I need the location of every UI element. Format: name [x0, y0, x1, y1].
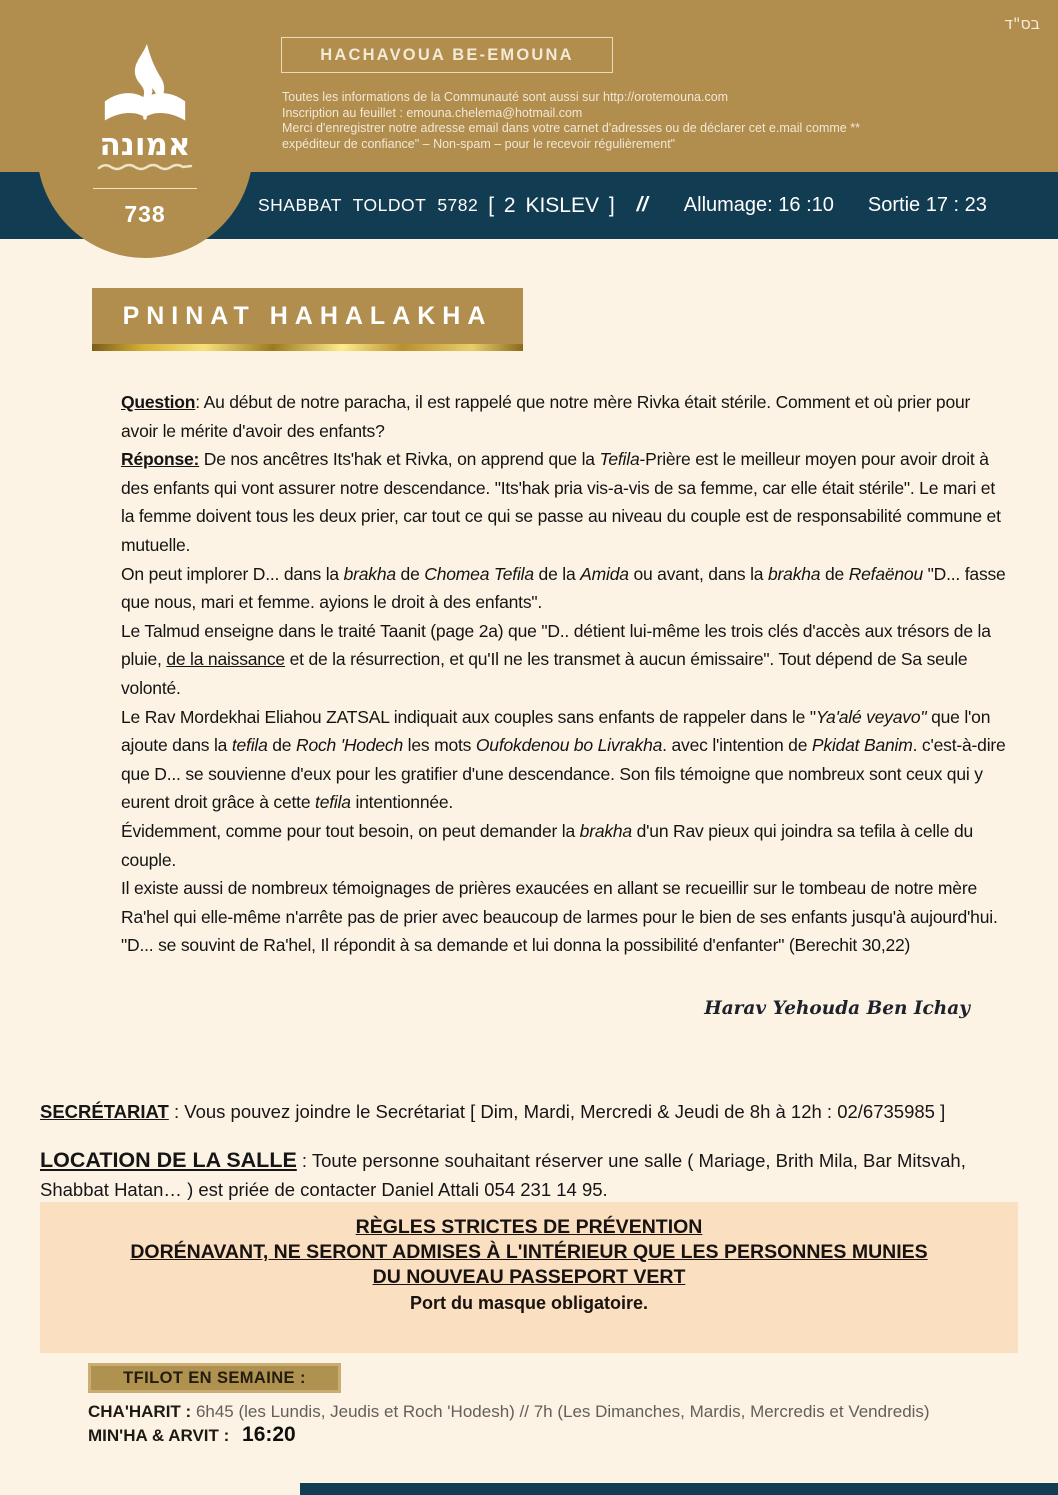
minha-value: 16:20	[242, 1423, 296, 1446]
brand-box	[281, 37, 613, 73]
gold-foil-strip	[92, 344, 523, 351]
text-segment: Refaënou	[848, 563, 923, 584]
halakha-banner-title: PNINAT HAHALAKHA	[122, 301, 493, 330]
location-text: : Toute personne souhaitant réserver une salle ( Mariage, Brith Mila, Bar Mitsvah, Shabbat Hatan… ) est priée de contacter Daniel Attali 054 231 14 95.	[40, 1150, 966, 1200]
text-segment: tefila	[315, 792, 351, 813]
paragraph-line	[121, 445, 1009, 559]
prevention-box	[40, 1202, 1018, 1353]
text-segment: d'un Rav pieux qui joindra sa tefila à celle du couple.	[121, 820, 974, 870]
paragraph-line	[121, 703, 1009, 817]
text-segment: Tefila	[599, 449, 640, 470]
text-segment: DORÉNAVANT, NE SERONT ADMISES À L'INTÉRIEUR QUE LES PERSONNES MUNIES	[130, 1241, 928, 1263]
secretariat-label: SECRÉTARIAT	[40, 1101, 169, 1122]
minha-label: MIN'HA & ARVIT :	[88, 1426, 230, 1445]
text-segment: ou avant, dans la	[628, 563, 768, 584]
text-segment: . avec l'intention de	[662, 735, 812, 756]
brand-box-label: HACHAVOUA BE-EMOUNA	[320, 45, 574, 64]
text-segment: de la naissance	[166, 649, 285, 670]
text-segment: Oufokdenou bo Livrakha	[475, 735, 663, 756]
text-segment: RÈGLES STRICTES DE PRÉVENTION	[355, 1216, 703, 1238]
text-segment: que l'on ajoute dans la	[121, 706, 991, 756]
text-segment: Chomea Tefila	[424, 563, 534, 584]
secretariat-text: : Vous pouvez joindre le Secrétariat [ Dim, Mardi, Mercredi & Jeudi de 8h à 12h : 02/6735985 ]	[168, 1101, 946, 1122]
separator-slashes: //	[636, 194, 648, 216]
info-line: Toutes les informations de la Communauté sont aussi sur http://orotemouna.com	[282, 90, 729, 104]
text-segment: brakha	[343, 563, 396, 584]
text-segment: Amida	[580, 563, 629, 584]
minha-row	[88, 1423, 1028, 1447]
text-segment: tefila	[231, 735, 268, 756]
text-segment: et de la résurrection, et qu'Il ne les transmet à aucun émissaire". Tout dépend de Sa seule volonté.	[121, 649, 968, 698]
paragraph-line	[40, 1240, 1018, 1265]
info-line: Inscription au feuillet : emouna.chelema@hotmail.com	[282, 105, 583, 120]
tfilot-box-label: TFILOT EN SEMAINE :	[123, 1368, 306, 1387]
chaharit-label: CHA'HARIT :	[88, 1402, 192, 1421]
shabbat-band-content	[258, 172, 1048, 239]
article-body	[121, 388, 1009, 960]
paragraph-line	[121, 388, 1009, 445]
text-segment: Question	[121, 392, 196, 412]
halakha-banner	[92, 288, 523, 344]
paragraph-line	[121, 874, 1009, 960]
paragraph-line	[121, 560, 1009, 617]
text-segment: "D... fasse que nous, mari et femme. ayions le droit à des enfants".	[121, 563, 1006, 613]
text-segment: intentionnée.	[350, 792, 454, 813]
text-segment: Réponse:	[121, 449, 200, 470]
text-segment: Le Rav Mordekhai Eliahou ZATSAL indiquait aux couples sans enfants de rappeler dans le "	[121, 706, 816, 727]
text-segment: Port du masque obligatoire.	[409, 1293, 649, 1313]
allumage-time: Allumage: 16 :10	[683, 194, 834, 216]
sortie-time: Sortie 17 : 23	[867, 194, 987, 216]
issue-number: 738	[124, 201, 166, 227]
info-line: Merci d'enregistrer notre adresse email dans votre carnet d'adresses ou de déclarer cet e.mail comme **	[282, 121, 860, 136]
tfilot-schedule	[88, 1400, 1028, 1447]
text-segment: Il existe aussi de nombreux témoignages de prières exaucées en allant se recueillir sur le tombeau de notre mère Ra'hel qui elle-même n'arrête pas de prier avec beaucoup de larmes pour le bien de ses enfants jusqu'à aujourd'hui. "D... se souvint de Ra'hel, Il répondit à sa demande et lui donna la possibilité d'enfanter" (Berechit 30,22)	[121, 878, 998, 956]
header-info-lines	[282, 90, 962, 152]
kislev-date: [ 2 KISLEV ]	[488, 193, 615, 217]
chaharit-row	[88, 1400, 1028, 1423]
issue-circle	[37, 42, 253, 258]
text-segment: de	[267, 735, 296, 756]
text-segment: De nos ancêtres Its'hak et Rivka, on apprend que la	[199, 449, 600, 470]
author-signature: Harav Yehouda Ben Ichay	[704, 998, 970, 1019]
text-segment: brakha	[579, 820, 632, 841]
text-segment: de la	[533, 563, 581, 584]
paragraph-line	[40, 1291, 1018, 1316]
secretariat-section	[40, 1098, 1025, 1125]
text-segment: Ya'alé veyavo"	[815, 706, 927, 727]
bottom-teal-bar	[300, 1483, 1058, 1495]
text-segment: : Au début de notre paracha, il est rappelé que notre mère Rivka était stérile. Comment et où prier pour avoir le mérite d'avoir des enfants?	[121, 392, 971, 441]
text-segment: les mots	[402, 735, 476, 756]
text-segment: Roch 'Hodech	[296, 735, 403, 756]
shabbat-title: SHABBAT TOLDOT 5782	[258, 195, 479, 215]
tfilot-label-box	[88, 1363, 341, 1393]
text-segment: -Prière est le meilleur moyen pour avoir droit à des enfants qui vont assurer notre descendance. "Its'hak pria vis-a-vis de sa femme, car elle était stérile". Le mari et la femme doivent tous les deux prier, car tout ce qui se passe au niveau du couple est de responsabilité commune et mutuelle.	[121, 449, 1001, 555]
issue-divider	[93, 188, 197, 189]
paragraph-line	[40, 1265, 1018, 1290]
text-segment: Évidemment, comme pour tout besoin, on peut demander la	[121, 820, 580, 841]
logo-hebrew-text: אמונה	[99, 127, 191, 163]
paragraph-line	[121, 817, 1009, 874]
paragraph-line	[121, 617, 1009, 703]
text-segment: . c'est-à-dire que D... se souvienne d'eux pour les gratifier d'une descendance. Son fils témoigne que nombreux sont ceux qui y eurent droit grâce à cette	[121, 735, 1006, 813]
text-segment: Pkidat Banim	[811, 735, 913, 756]
logo-script-squiggle	[97, 162, 193, 172]
paragraph-line	[40, 1215, 1018, 1240]
chaharit-value: 6h45 (les Lundis, Jeudis et Roch 'Hodesh) // 7h (Les Dimanches, Mardis, Mercredis et Vendredis)	[195, 1402, 930, 1421]
location-section	[40, 1146, 1025, 1204]
text-segment: de	[395, 563, 425, 584]
text-segment: DU NOUVEAU PASSEPORT VERT	[372, 1266, 686, 1288]
text-segment: On peut implorer D... dans la	[121, 563, 344, 584]
bsd-text: בס"ד	[1004, 14, 1040, 33]
text-segment: Le Talmud enseigne dans le traité Taanit (page 2a) que "D.. détient lui-même les trois clés d'accès aux trésors de la pluie,	[121, 620, 991, 670]
location-label: LOCATION DE LA SALLE	[40, 1148, 297, 1172]
flame-book-logo-icon	[97, 44, 193, 132]
text-segment: brakha	[768, 563, 821, 584]
info-line: expéditeur de confiance" – Non-spam – pour le recevoir régulièrement"	[282, 136, 676, 151]
text-segment: de	[820, 563, 849, 584]
